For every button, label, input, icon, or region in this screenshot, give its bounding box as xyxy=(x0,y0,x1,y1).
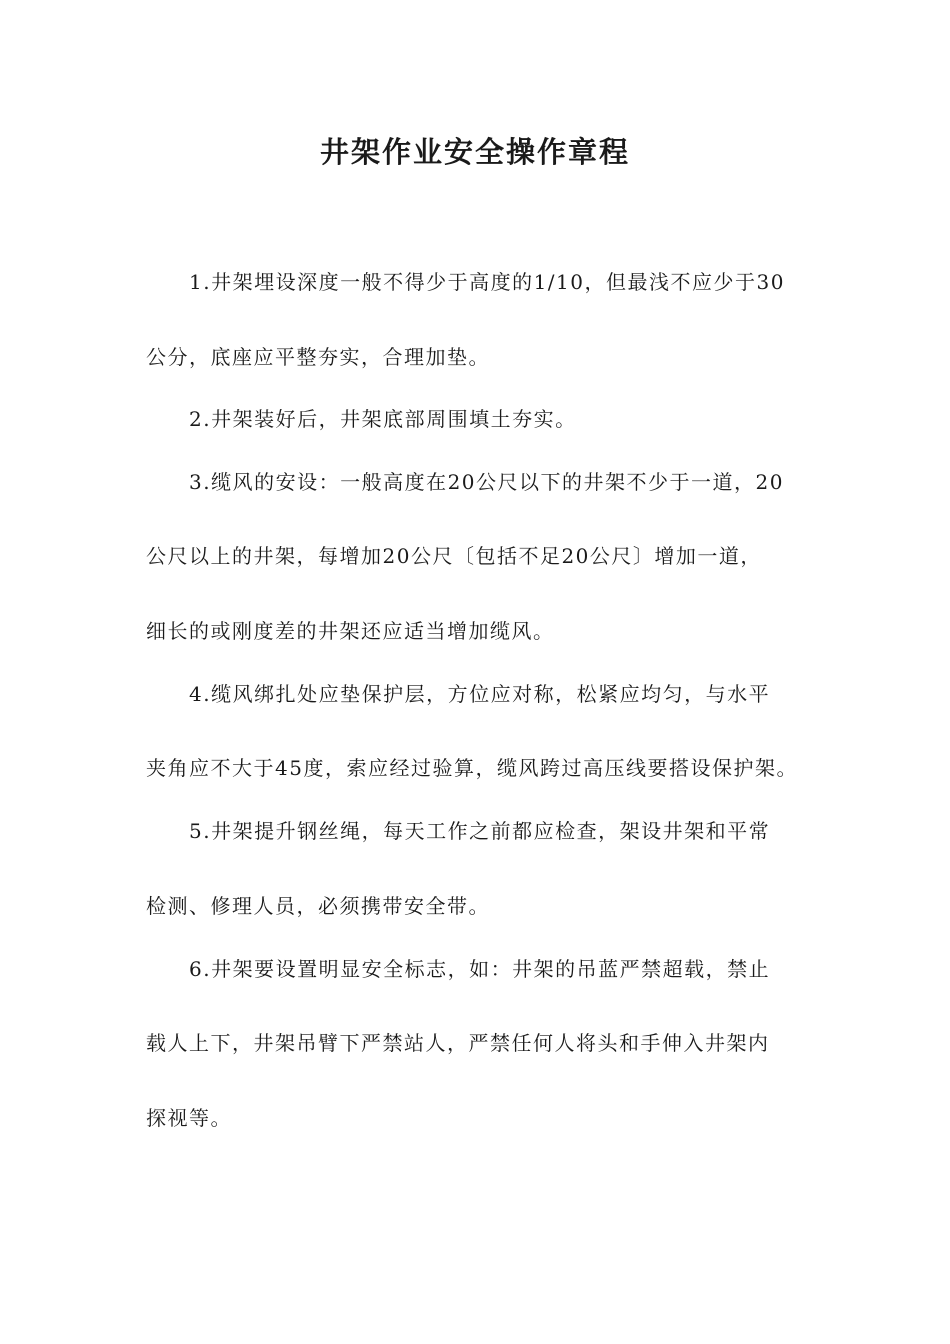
rule-6-line-1: 6.井架要设置明显安全标志，如：井架的吊蓝严禁超载，禁止 xyxy=(189,957,771,981)
rule-5-line-2: 检测、修理人员，必须携带安全带。 xyxy=(146,894,490,918)
rule-3-line-3: 细长的或刚度差的井架还应适当增加缆风。 xyxy=(146,619,555,643)
rule-4-line-1: 4.缆风绑扎处应垫保护层，方位应对称，松紧应均匀，与水平 xyxy=(189,682,771,706)
rule-6-line-2: 载人上下，井架吊臂下严禁站人，严禁任何人将头和手伸入井架内 xyxy=(146,1031,770,1055)
rule-6-line-3: 探视等。 xyxy=(146,1106,232,1130)
rule-5-line-1: 5.井架提升钢丝绳，每天工作之前都应检查，架设井架和平常 xyxy=(189,819,771,843)
rule-2-line-1: 2.井架装好后，井架底部周围填土夯实。 xyxy=(189,407,577,431)
rule-3-line-1: 3.缆风的安设：一般高度在20公尺以下的井架不少于一道，20 xyxy=(189,470,784,494)
rule-1-line-1: 1.井架埋设深度一般不得少于高度的1/10，但最浅不应少于30 xyxy=(189,270,785,294)
rule-3-line-2: 公尺以上的井架，每增加20公尺〔包括不足20公尺〕增加一道， xyxy=(146,544,762,568)
document-title: 井架作业安全操作章程 xyxy=(319,135,630,169)
rule-4-line-2: 夹角应不大于45度，索应经过验算，缆风跨过高压线要搭设保护架。 xyxy=(146,756,798,780)
rule-1-line-2: 公分，底座应平整夯实，合理加垫。 xyxy=(146,345,490,369)
